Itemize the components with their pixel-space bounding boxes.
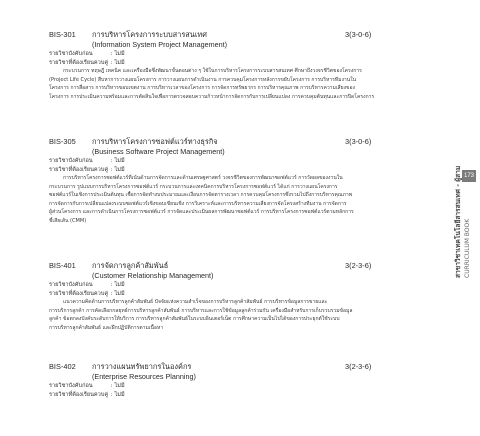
course-title-english: (Information System Project Management) [92, 40, 228, 49]
course-code: BIS-305 [49, 137, 76, 146]
prerequisite-label: รายวิชาบังคับก่อน [49, 51, 93, 57]
corequisite-label: รายวิชาที่ต้องเรียนควบคู่ [49, 290, 109, 297]
prerequisite-row [49, 157, 447, 166]
corequisite-value: : ไม่มี [110, 59, 125, 66]
course-code: BIS-401 [49, 261, 76, 270]
description-line: กระบวนการ ทฤษฎี เทคนิค และเครื่องมือซึ่งพัฒนาขั้นตอนต่าง ๆ ใช้ในการบริหารโครงการระบบสารสนเทศ ศึกษาถึงวงจรชีวิตของโครงการ [63, 68, 362, 74]
side-section-tab [452, 146, 480, 278]
course-description [49, 298, 447, 332]
course-title-thai: การบริหารโครงการซอฟต์แวร์ทางธุรกิจ [92, 137, 218, 146]
course-code: BIS-301 [49, 30, 76, 39]
description-line: การจัดการกับการเปลี่ยนแปลงระบบซอฟต์แวร์เชิงขอบเขียนเชิง การวิเคราะห์และการบริหารความเสี่ยงการจัดโครงสร้างทีมงาน การจัดการ [49, 200, 347, 207]
description-line: ผู้ส่วนโครงการ และการดำเนินการโครงการซอฟต์แวร์ การจัดและประเมินผลการพัฒนาซอฟต์แวร์ การบริหารโครงการซอฟต์แวร์ตามหลักการ [49, 209, 354, 216]
description-line: กระบวนการ รูปแบบการบริหารโครงการซอฟต์แวร์ กระบวนการและเทคนิคการบริหารโครงการซอฟต์แวร์ ได้แก่ การวางแผนโครงการ [49, 183, 338, 190]
corequisite-value: : ไม่มี [110, 290, 125, 297]
description-line: (Project Life Cycle) สืบหาการวางแผนโครงการ การวางแผนการดำเนินงาน การควบคุมโครงการหลังการขยับโครงการ การบริหารทีมงานใน [49, 76, 357, 83]
course-title-english: (Customer Relationship Management) [92, 271, 214, 280]
course-title-thai: การวางแผนทรัพยากรในองค์กร [92, 362, 192, 371]
corequisite-value: : ไม่มี [110, 166, 125, 173]
course-header [49, 261, 447, 271]
corequisite-row [49, 391, 447, 400]
prerequisite-row [49, 281, 447, 290]
corequisite-label: รายวิชาที่ต้องเรียนควบคู่ [49, 391, 109, 398]
course-bis-401 [49, 261, 447, 332]
prerequisite-value: : ไม่มี [110, 158, 125, 164]
course-credits: 3(3-0-6) [345, 30, 372, 39]
description-line: ลูกค้า ข้อตกลงบังคับระดับการให้บริการ การบริหารลูกค้าสัมพันธ์ในระบบอินเตอร์เน็ต การศึกษาความเป็นไปได้ของการประยุกต์ใช้ระบบ [49, 316, 340, 323]
corequisite-value: : ไม่มี [110, 391, 125, 398]
course-title-thai: การบริหารโครงการระบบสารสนเทศ [92, 30, 207, 39]
course-title-thai: การจัดการลูกค้าสัมพันธ์ [92, 261, 169, 270]
course-credits: 3(2-3-6) [345, 362, 372, 371]
side-tab-sub-label: CURRICULUM BOOK [464, 218, 471, 278]
course-description [49, 174, 447, 226]
course-bis-305 [49, 137, 447, 226]
course-credits: 3(3-0-6) [345, 137, 372, 146]
prerequisite-label: รายวิชาบังคับก่อน [49, 282, 93, 288]
prerequisite-value: : ไม่มี [110, 383, 125, 389]
course-header [49, 30, 447, 40]
description-line: การบริการลูกค้า การคัดเลือกกลยุทธ์การบริหารลูกค้าสัมพันธ์ การบริหารและการใช้ข้อมูลลูกค้าร่วมกัน เครื่องมือสำหรับการเก็บรวบรวมข้อมูล [49, 307, 353, 314]
course-header [49, 137, 447, 147]
description-line: โครงการ การประเมินความพร้อมและการตัดสินใจเพื่อการตรวจสอบความก้าวหน้าการจัดการกับการเปลี่ยนแปลง การควบคุมต้นทุนและการปิดโครงการ [49, 93, 375, 100]
description-line: ชี้เสียเส้น (CMM) [49, 217, 87, 224]
side-tab-text [454, 146, 474, 278]
course-title-english: (Business Software Project Management) [92, 147, 225, 156]
description-line: โครงการ การสื่อสาร การบริหารขอบเขตงาน การบริหารเวลาของโครงการ การจัดการทรัพยากร การบริหารคุณภาพ การบริหารความเสี่ยงของ [49, 85, 355, 92]
prerequisite-value: : ไม่มี [110, 282, 125, 288]
course-code: BIS-402 [49, 362, 76, 371]
corequisite-label: รายวิชาที่ต้องเรียนควบคู่ [49, 59, 109, 66]
course-credits: 3(2-3-6) [345, 261, 372, 270]
course-title-english: (Enterprise Resources Planning) [92, 372, 196, 381]
prerequisite-value: : ไม่มี [110, 51, 125, 57]
prerequisite-label: รายวิชาบังคับก่อน [49, 158, 93, 164]
corequisite-label: รายวิชาที่ต้องเรียนควบคู่ [49, 166, 109, 173]
prerequisite-row [49, 382, 447, 391]
prerequisite-row [49, 50, 447, 59]
description-line: การบริหารโครงการซอฟต์แวร์ที่เน้นด้านการจัดการและด้านเศรษฐศาสตร์ วงจรชีวิตของการพัฒนาซอฟต์แวร์ การวัดผลของงานใน [63, 175, 343, 181]
course-bis-301 [49, 30, 447, 101]
description-line: การบริหารลูกค้าสัมพันธ์ และฝึกปฏิบัติการตามเนื้อหา [49, 324, 164, 331]
description-line: แนวความคิดด้านการบริหารลูกค้าสัมพันธ์ ปัจจัยแห่งความสำเร็จของการบริหารลูกค้าสัมพันธ์ การบริหารข้อมูลการขายและ [63, 299, 328, 305]
prerequisite-label: รายวิชาบังคับก่อน [49, 383, 93, 389]
corequisite-row [49, 166, 447, 175]
course-header [49, 362, 447, 372]
page-number: 173 [462, 170, 476, 182]
description-line: ซอฟต์แวร์ในเชิงการประเมินต้นทุน เชื้อการจัดทำงบประมาณและเงื่อนการจัดตารางเวลา การควบคุมโครงการซึ่งรวมไปถึงการบริหารคุณภาพ [49, 192, 353, 199]
corequisite-row [49, 59, 447, 68]
course-description [49, 67, 447, 101]
course-bis-402 [49, 362, 447, 399]
corequisite-row [49, 290, 447, 299]
side-tab-main-label: สาขาวิชาเทคโนโลยีสารสนเทศ - ผู้สาม [454, 165, 462, 278]
